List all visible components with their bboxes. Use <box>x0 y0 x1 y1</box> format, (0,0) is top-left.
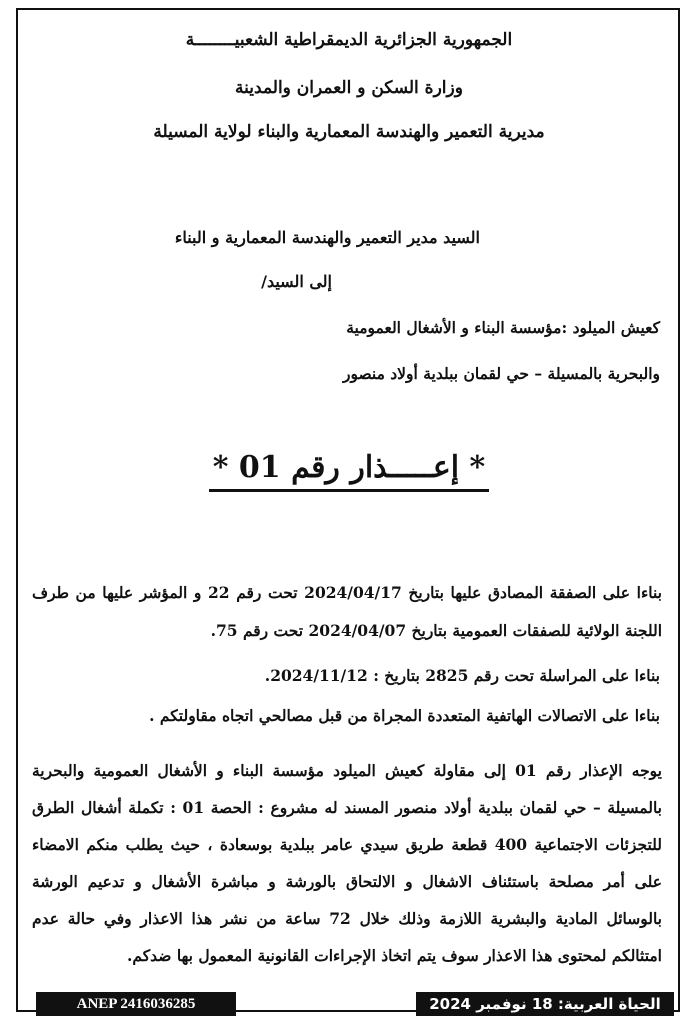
notice-title <box>0 450 698 485</box>
consideration-1: بناءا على الصفقة المصادق عليها بتاريخ 2024/04/17 تحت رقم 22 و المؤشر عليها من طرف اللجنة الولائية للصفقات العمومية بتاريخ 2024/04/07 تحت رقم 75. <box>32 583 662 640</box>
anep-reference: ANEP 2416036285 <box>36 992 236 1016</box>
notice-title-text: * إعـــــذار رقم 01 * <box>209 450 489 492</box>
addressee-line-1: كعيش الميلود :مؤسسة البناء و الأشغال العمومية <box>346 318 660 337</box>
consideration-3: بناءا على الاتصالات الهاتفية المتعددة المجراة من قبل مصالحي اتجاه مقاولتكم . <box>149 706 660 725</box>
consideration-2: بناءا على المراسلة تحت رقم 2825 بتاريخ : 2024/11/12. <box>264 666 660 685</box>
newspaper-date: الحياة العربية: 18 نوفمبر 2024 <box>416 992 674 1016</box>
header-directorate: مديرية التعمير والهندسة المعمارية والبناء لولاية المسيلة <box>153 122 545 142</box>
recipient-label: إلى السيد/ <box>261 272 332 291</box>
header-ministry: وزارة السكن و العمران والمدينة <box>235 78 463 98</box>
notice-body: يوجه الإعذار رقم 01 إلى مقاولة كعيش الميلود مؤسسة البناء و الأشغال العمومية والبحرية بالمسيلة – حي لقمان ببلدية أولاد منصور المسند له مشروع : الحصة 01 : تكملة أشغال الطرق للتجزئات الاجتماعية 400 قطعة طريق سيدي عامر ببلدية بوسعادة ، حيث يطلب منكم الامضاء على أمر مصلحة باستئناف الاشغال و الالتحاق بالورشة و مباشرة الأشغال و تدعيم الورشة بالوسائل المادية والبشرية اللازمة وذلك خلال 72 ساعة من نشر هذا الاعذار وفي حالة عدم امتثالكم لمحتوى هذا الاعذار سوف يتم اتخاذ الإجراءات القانونية المعمول بها ضدكم. <box>32 761 662 965</box>
sender-title: السيد مدير التعمير والهندسة المعمارية و البناء <box>174 228 480 247</box>
header-republic: الجمهورية الجزائرية الديمقراطية الشعبيــــــــة <box>185 30 513 50</box>
addressee-line-2: والبحرية بالمسيلة – حي لقمان ببلدية أولاد منصور <box>342 364 660 383</box>
